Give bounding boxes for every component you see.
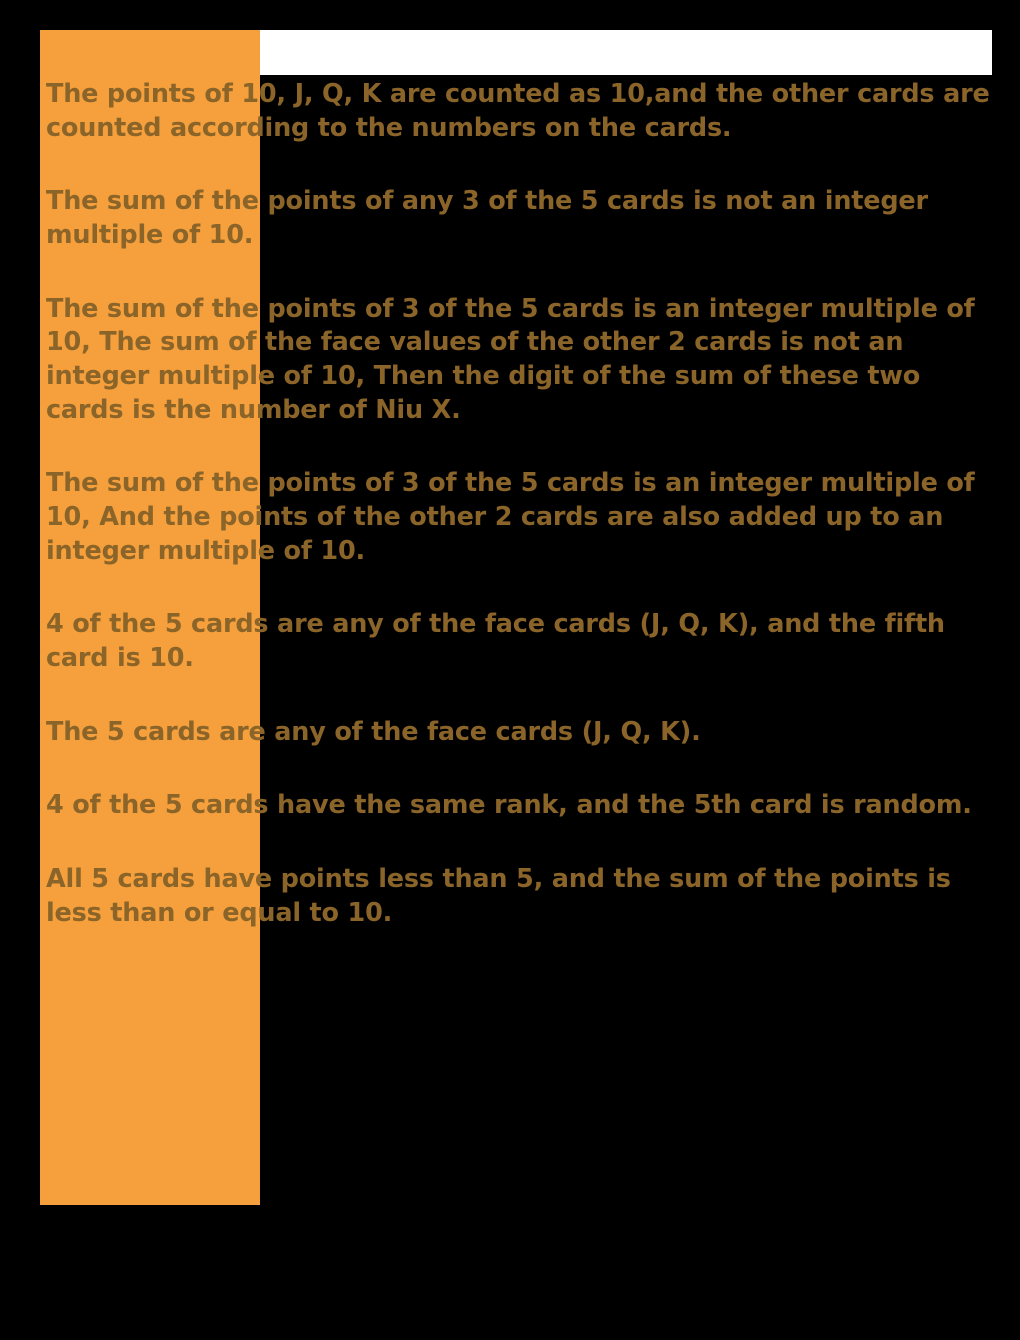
rule-paragraph-1: The points of 10, J, Q, K are counted as 10,and the other cards are counted according to the numbers on the cards. [46,79,990,143]
rules-text-block [46,78,994,930]
rule-paragraph-2: The sum of the points of any 3 of the 5 cards is not an integer multiple of 10. [46,186,928,250]
rule-paragraph-7: 4 of the 5 cards have the same rank, and the 5th card is random. [46,790,972,821]
white-top-strip [260,30,992,75]
rule-paragraph-3: The sum of the points of 3 of the 5 cards is an integer multiple of 10, The sum of the face values of the other 2 cards is not an integer multiple of 10, Then the digit of the sum of these two cards is the number of Niu X. [46,293,975,425]
rule-paragraph-5: 4 of the 5 cards are any of the face cards (J, Q, K), and the fifth card is 10. [46,609,945,673]
rule-paragraph-4: The sum of the points of 3 of the 5 cards is an integer multiple of 10, And the points of the other 2 cards are also added up to an integer multiple of 10. [46,468,975,566]
rule-paragraph-6: The 5 cards are any of the face cards (J, Q, K). [46,716,701,747]
rule-paragraph-8: All 5 cards have points less than 5, and the sum of the points is less than or equal to 10. [46,863,951,928]
